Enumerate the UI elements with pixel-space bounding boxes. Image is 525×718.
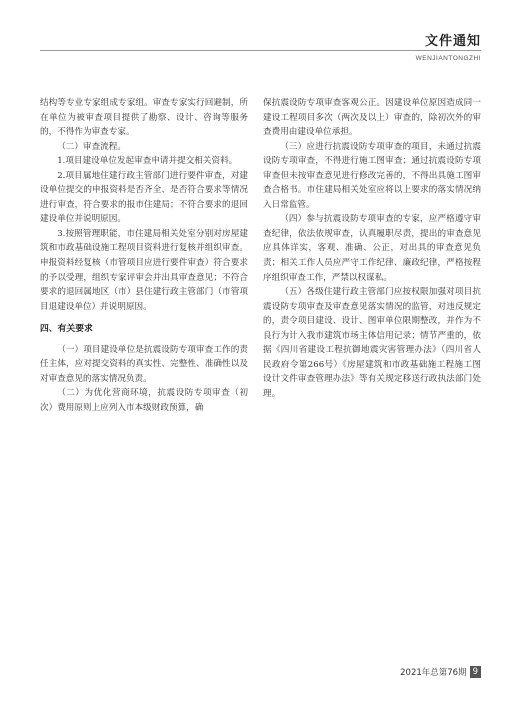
paragraph: （二）为优化营商环境，抗震设防专项审查（初次）费用原则上应列入市本级财政预算，确: [40, 388, 248, 413]
paragraph: 1.项目建设单位发起审查申请并提交相关资料。: [57, 156, 238, 167]
subheading: （二）审查流程。: [57, 141, 126, 152]
paragraph: （五）各级住建行政主管部门应按权限加强对项目抗震设防专项审查及审查意见落实情况的监管，对违反规定的，责令项目建设、设计、图审单位限期整改，并作为不良行为计入我市建筑市场主体信用记录；情节严重的，依据《四川省建设工程抗御地震灾害管理办法》（四川省人民政府令第266号）《房屋建筑和市政基础施工程施工图设计文件审查管理办法》等有关规定移送行政执法部门处理。: [263, 287, 481, 399]
left-column: [40, 96, 248, 415]
paragraph: （四）参与抗震设防专项审查的专家，应严格遵守审查纪律，依法依规审查，认真履职尽责，提出的审查意见应具体详实，客观、准确、公正，对出具的审查意见负责；相关工作人员应严守工作纪律、廉政纪律，严格按程序组织审查工作，严禁以权谋私。: [263, 214, 481, 283]
section-subtitle: WENJIANTONGZHI: [415, 55, 481, 62]
page-header: [416, 30, 481, 62]
section-title: 文件通知: [424, 34, 481, 49]
paragraph: 结构等专业专家组成专家组。审查专家实行回避制，所在单位为被审查项目提供了勘察、设计、咨询等服务的，不得作为审查专家。: [40, 98, 248, 138]
paragraph: （三）应进行抗震设防专项审查的项目，未通过抗震设防专项审查，不得进行施工图审查；通过抗震设防专项审查但未按审查意见进行修改完善的，不得出具施工图审查合格书。市住建局相关处室应将以上要求的落实情况纳入日常监管。: [263, 141, 481, 210]
paragraph: 保抗震设防专项审查客观公正。因建设单位原因造成同一建设工程项目多次（两次及以上）审查的，除初次外的审查费用由建设单位承担。: [263, 98, 481, 138]
paragraph: 3.按照管理职能，市住建局相关处室分别对房屋建筑和市政基础设施工程项目资料进行复核并组织审查。申报资料经复核（市管项目应进行要件审查）符合要求的予以受理，组织专家评审会并出具审查意见；不符合要求的退回属地区（市）县住建行政主管部门（市管项目退建设单位）并说明原因。: [40, 228, 248, 312]
paragraph: （一）项目建设单位是抗震设防专项审查工作的责任主体，应对提交资料的真实性、完整性、准确性以及对审查意见的落实情况负责。: [40, 344, 248, 384]
paragraph: 2.项目属地住建行政主管部门进行要件审查，对建设单位提交的申报资料是否齐全、是否符合要求等情况进行审查，符合要求的报市住建局；不符合要求的退回建设单位并说明原因。: [40, 170, 248, 225]
header-divider: [40, 50, 481, 51]
section-heading: 四、有关要求: [40, 324, 93, 335]
right-column: [263, 96, 481, 401]
page-footer: [400, 666, 481, 678]
page-number: 9: [470, 666, 481, 678]
issue-label: 2021年总第76期: [400, 668, 467, 678]
